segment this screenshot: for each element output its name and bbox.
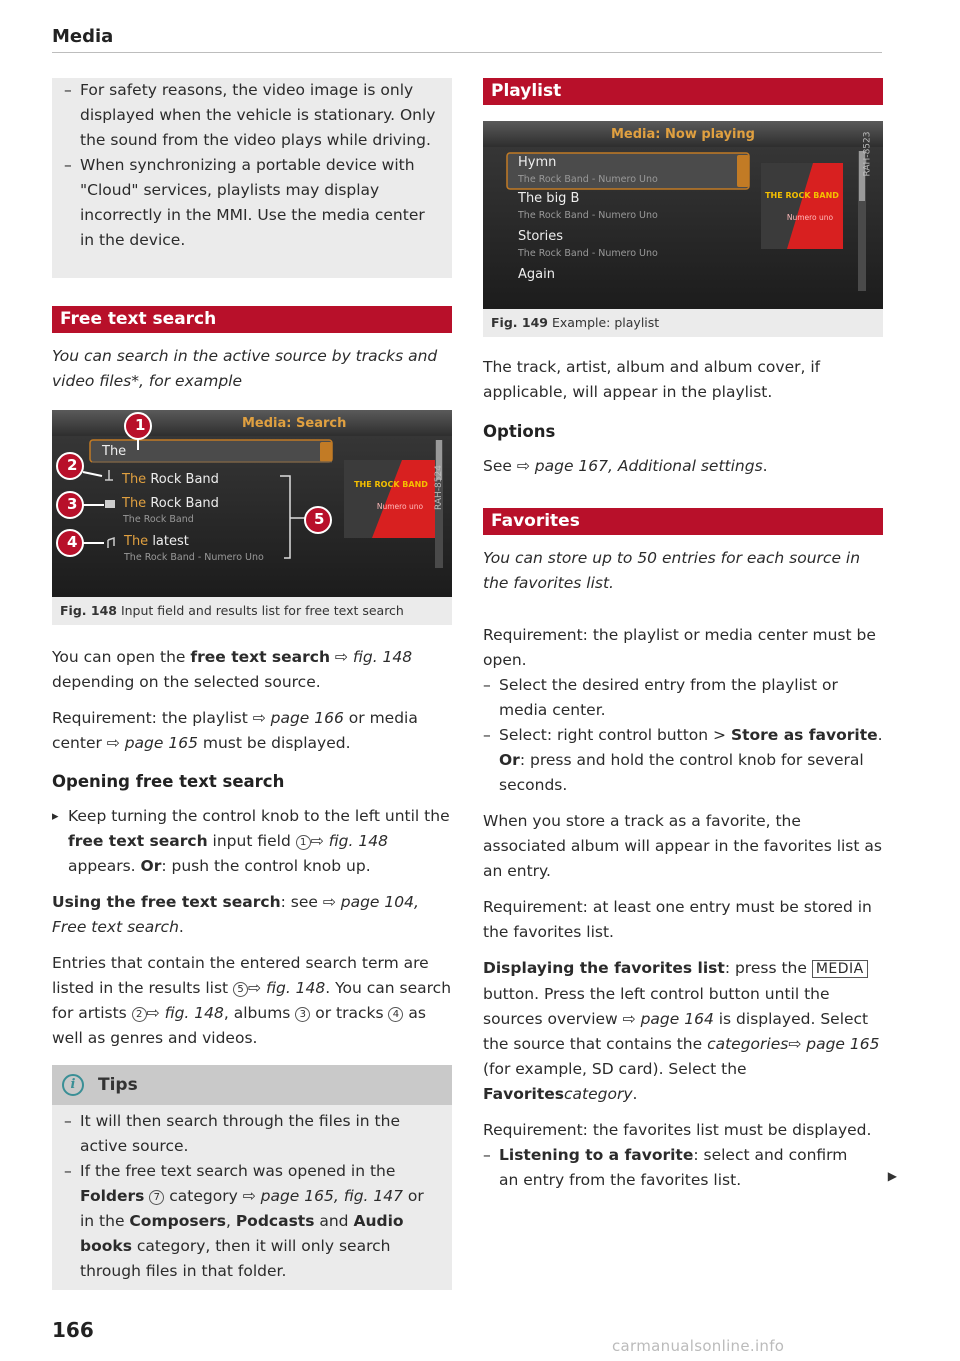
section-heading-free-text-search: Free text search — [52, 306, 452, 333]
search-input-text: The — [102, 444, 127, 459]
info-icon: i — [62, 1074, 84, 1096]
safety-item: – For safety reasons, the video image is only displayed when the vehicle is stationary. Only the sound from the video plays while driving. — [64, 78, 440, 153]
list-item: – Listening to a favorite: select and confirm an entry from the favorites list. ▶ — [483, 1143, 883, 1193]
album-cover-sublabel: Numero uno — [376, 502, 424, 511]
result-item: The latest — [124, 534, 189, 549]
figure-caption: Fig. 149 Example: playlist — [491, 315, 660, 330]
screen-title: Media: Search — [242, 416, 347, 431]
paragraph: Requirement: at least one entry must be stored in the favorites list. — [483, 898, 872, 941]
figure-148 — [52, 410, 452, 625]
tip-item: – It will then search through the files in the active source. — [64, 1109, 440, 1159]
figure-code: RAH-8523 — [862, 131, 873, 177]
paragraph: Using the free text search: see ⇨ page 104, Free text search. — [52, 893, 419, 936]
subheading: Opening free text search — [52, 772, 285, 791]
list-item: – Select: right control button > Store as favorite. Or: press and hold the control knob for several seconds. — [483, 723, 883, 798]
search-screen: Media: Search The The Rock Band The Rock Band The Rock Band The latest The Rock Band - Numero Uno THE ROCK BAND Numero uno RAH-8524 1 2 3 4 5 — [52, 410, 452, 597]
track-sub: The Rock Band - Numero Uno — [518, 248, 658, 259]
section-heading-playlist: Playlist — [483, 78, 883, 105]
tips-header: i Tips — [52, 1065, 452, 1105]
paragraph: The track, artist, album and album cover, if applicable, will appear in the playlist. — [483, 358, 821, 401]
figure-caption: Fig. 148 Input field and results list for free text search — [60, 603, 404, 618]
media-button-label: MEDIA — [812, 960, 868, 978]
track-title: The big B — [518, 191, 580, 206]
paragraph: When you store a track as a favorite, the associated album will appear in the favorites list as an entry. — [483, 812, 882, 880]
paragraph: Displaying the favorites list: press the MEDIA button. Press the left control button until the sources overview ⇨ page 164 is displayed. Select the source that contains the categories⇨ page 165 (for example, SD card). Select the Favoritescategory. — [483, 959, 880, 1103]
figure-149 — [483, 121, 883, 337]
page-number: 166 — [52, 1318, 94, 1342]
paragraph: Requirement: the favorites list must be displayed. — [483, 1121, 872, 1139]
album-cover-label: THE ROCK BAND — [354, 480, 428, 489]
paragraph: Entries that contain the entered search term are listed in the results list 5 ⇨ fig. 148. You can search for artists 2 ⇨ fig. 148, albums 3 or tracks 4 as well as genres and videos. — [52, 954, 452, 1047]
track-title: Again — [518, 267, 555, 282]
result-sub: The Rock Band - Numero Uno — [124, 552, 264, 563]
paragraph: Requirement: the playlist ⇨ page 166 or media center ⇨ page 165 must be displayed. — [52, 709, 418, 752]
page-header-title: Media — [52, 26, 114, 47]
result-sub: The Rock Band — [123, 514, 194, 525]
tips-body — [52, 1105, 452, 1290]
paragraph: See ⇨ page 167, Additional settings. — [483, 457, 768, 475]
subheading: Options — [483, 422, 556, 441]
album-cover-sublabel: Numero uno — [786, 213, 834, 222]
step-item: ▸ Keep turning the control knob to the left until the free text search input field 1 ⇨ fig. 148 appears. Or: push the control knob up. — [52, 804, 452, 879]
screen-title: Media: Now playing — [611, 127, 755, 142]
track-title: Stories — [518, 229, 564, 244]
section-intro: You can search in the active source by tracks and video files*, for example — [52, 347, 438, 390]
left-column — [52, 78, 452, 1290]
footer-watermark: carmanualsonline.info — [612, 1337, 785, 1355]
paragraph: You can open the free text search ⇨ fig. 148 depending on the selected source. — [52, 648, 413, 691]
section-intro: You can store up to 50 entries for each source in the favorites list. — [483, 549, 861, 592]
track-sub: The Rock Band - Numero Uno — [518, 210, 658, 221]
result-item: The Rock Band — [122, 496, 219, 511]
paragraph: Requirement: the playlist or media center must be open. — [483, 626, 876, 669]
safety-item: – When synchronizing a portable device with "Cloud" services, playlists may display incorrectly in the MMI. Use the media center in the device. — [64, 153, 440, 253]
track-sub: The Rock Band - Numero Uno — [518, 174, 658, 185]
track-title: Hymn — [518, 155, 557, 170]
section-heading-favorites: Favorites — [483, 508, 883, 535]
tip-item: – If the free text search was opened in the Folders 7 category ⇨ page 165, fig. 147 or in the Composers, Podcasts and Audio books category, then it will only search through files in that folder. — [64, 1159, 440, 1284]
result-item: The Rock Band — [122, 472, 219, 487]
continue-arrow-icon: ▶ — [887, 1169, 897, 1183]
header-rule — [52, 52, 882, 53]
album-cover-label: THE ROCK BAND — [765, 191, 839, 200]
list-item: – Select the desired entry from the playlist or media center. — [483, 673, 883, 723]
right-column — [483, 78, 897, 1193]
playlist-screen — [483, 121, 883, 309]
album-icon — [105, 500, 115, 508]
safety-note-box — [52, 78, 452, 278]
tips-box — [52, 1065, 452, 1290]
